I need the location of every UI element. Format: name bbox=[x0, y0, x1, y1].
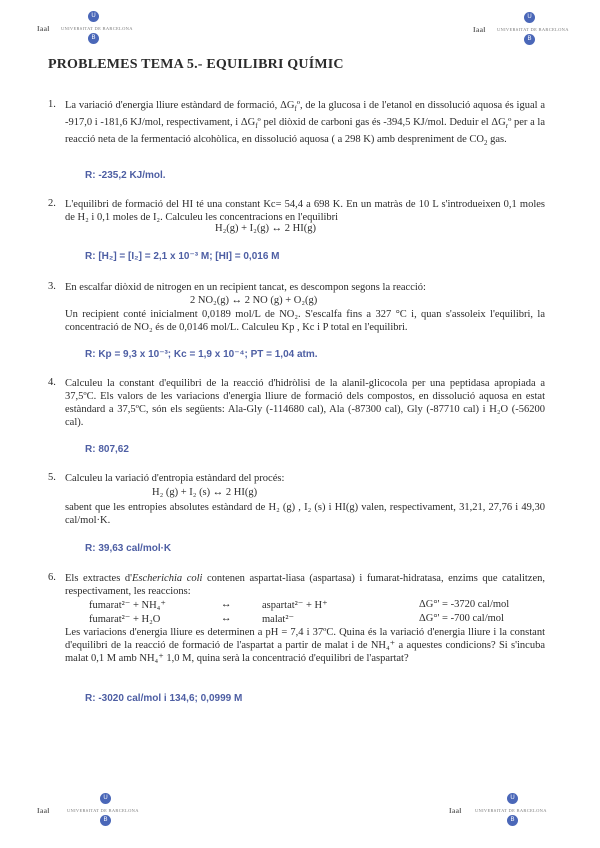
reaction-row bbox=[89, 613, 160, 625]
problem-1-number: 1. bbox=[48, 99, 56, 110]
reaction-rhs: malat²⁻ bbox=[262, 614, 295, 625]
reaction-lhs: fumarat²⁻ + H₂O bbox=[89, 614, 161, 625]
logo-mark: Iaal bbox=[37, 807, 50, 815]
problem-5-number: 5. bbox=[48, 472, 56, 483]
logo-mark: Iaal bbox=[473, 26, 486, 34]
page-title: PROBLEMES TEMA 5.- EQUILIBRI QUÍMIC bbox=[48, 57, 344, 72]
problem-6-answer: R: -3020 cal/mol i 134,6; 0,0999 M bbox=[85, 693, 243, 704]
problem-2-answer: R: [H₂] = [I₂] = 2,1 x 10⁻³ M; [HI] = 0,016 M bbox=[85, 251, 280, 262]
reaction-row bbox=[89, 599, 166, 611]
problem-6-text-rest: Les variacions d'energia lliure es determinen a pH = 7,4 i 37ºC. Quina és la variació d'energia lliure i la constant d'equilibri de la reacció de formació de l'aspartat a partir de malat i de NH₄⁺ a aquestes condicions? Si s'incuba malat 0,1 M amb NH₄⁺ 1,0 M, quina serà la concentració d'equilibri de l'aspartat? bbox=[65, 627, 545, 664]
problem-6-number: 6. bbox=[48, 572, 56, 583]
logo-circle-lower-icon: B bbox=[524, 34, 535, 45]
problem-2-text: L'equilibri de formació del HI té una constant Kc= 54,4 a 698 K. En un matràs de 10 L s'introdueixen 0,1 moles de H₂ i 0,1 moles de I₂. Calculeu les concentracions en l'equilibri bbox=[65, 199, 545, 223]
problem-3-answer: R: Kp = 9,3 x 10⁻³; Kc = 1,9 x 10⁻⁴; PT = 1,04 atm. bbox=[85, 349, 318, 360]
problem-3-text-rest: Un recipient conté inicialment 0,0189 mol/L de NO₂. S'escalfa fins a 327 °C i, quan s'assoleix l'equilibri, la concentració de NO₂ és de 0,0146 mol/L. Calculeu Kp , Kc i P total en l'equilibri. bbox=[65, 309, 545, 333]
reaction-delta-g: ΔG°' = -3720 cal/mol bbox=[419, 599, 510, 610]
university-logo-top-right bbox=[473, 12, 573, 46]
problem-5-equation: H₂ (g) + I₂ (s) ↔ 2 HI(g) bbox=[152, 487, 258, 498]
problem-3-text: En escalfar diòxid de nitrogen en un recipient tancat, es descompon segons la reacció: bbox=[65, 282, 426, 293]
problem-2-number: 2. bbox=[48, 198, 56, 209]
reaction-lhs: fumarat²⁻ + NH₄⁺ bbox=[89, 600, 166, 611]
problem-2-equation: H₂(g) + I₂(g) ↔ 2 HI(g) bbox=[215, 223, 317, 234]
university-logo-top-left bbox=[37, 11, 137, 45]
problem-5-text: Calculeu la variació d'entropia estàndard del procés: bbox=[65, 473, 285, 484]
logo-circle-upper-icon: U bbox=[88, 11, 99, 22]
reaction-arrow: ↔ bbox=[221, 613, 232, 624]
problem-6-text: Els extractes d'Escherichia coli contenen aspartat-liasa (aspartasa) i fumarat-hidratasa, enzims que catalitzen, respectivament, les reaccions: bbox=[65, 573, 545, 597]
problem-3-equation: 2 NO₂(g) ↔ 2 NO (g) + O₂(g) bbox=[190, 295, 318, 306]
problem-5-text-rest: sabent que les entropies absolutes estàndard de H₂ (g) , I₂ (s) i HI(g) valen, respectivament, 31,21, 27,76 i 49,30 cal/mol·K. bbox=[65, 502, 545, 526]
logo-circle-lower-icon: B bbox=[507, 815, 518, 826]
logo-mark: Iaal bbox=[37, 25, 50, 33]
problem-5-answer: R: 39,63 cal/mol·K bbox=[85, 543, 172, 554]
logo-circle-upper-icon: U bbox=[507, 793, 518, 804]
problem-1-answer: R: -235,2 KJ/mol. bbox=[85, 170, 166, 181]
reaction-arrow: ↔ bbox=[221, 599, 232, 610]
logo-caption: UNIVERSITAT DE BARCELONA bbox=[475, 808, 547, 813]
logo-circle-lower-icon: B bbox=[88, 33, 99, 44]
reaction-delta-g: ΔG°' = -700 cal/mol bbox=[419, 613, 504, 624]
logo-circle-upper-icon: U bbox=[524, 12, 535, 23]
university-logo-bottom-right bbox=[449, 793, 559, 827]
problem-4-text: Calculeu la constant d'equilibri de la reacció d'hidròlisi de la alanil-glicocola per una peptidasa apropiada a 37,5ºC. Els valors de les variacions d'energia lliure de formació dels compostos, en dissolució aquosa en estat estàndard a 37,5ºC, són els següents: Ala-Gly (-114680 cal), Ala (-87300 cal), Gly (-87710 cal) i H₂O (-56200 cal). bbox=[65, 378, 545, 428]
logo-circle-lower-icon: B bbox=[100, 815, 111, 826]
university-logo-bottom-left bbox=[37, 793, 137, 827]
problem-4-number: 4. bbox=[48, 377, 56, 388]
problem-4-answer: R: 807,62 bbox=[85, 444, 129, 455]
logo-circle-upper-icon: U bbox=[100, 793, 111, 804]
reaction-rhs: aspartat²⁻ + H⁺ bbox=[262, 600, 328, 611]
problem-3-number: 3. bbox=[48, 281, 56, 292]
logo-caption: UNIVERSITAT DE BARCELONA bbox=[67, 808, 139, 813]
problem-1-text: La variació d'energia lliure estàndard de formació, $\Delta G_fº$, de la glucosa i de l'etanol en dissolució aquosa és igual a -917,0 i -181,6 KJ/mol, respectivament, i $\Delta G_fº$ pel diòxid de carboni gas és -394,5 KJ/mol. Deduir el $\Delta G_rº$ per a la reacció neta de la fermentació alcohòlica, en dissolució aquosa ( a 298 K) amb despreniment de $CO_2$ gas. bbox=[65, 100, 545, 148]
logo-caption: UNIVERSITAT DE BARCELONA bbox=[497, 27, 569, 32]
logo-mark: Iaal bbox=[449, 807, 462, 815]
logo-caption: UNIVERSITAT DE BARCELONA bbox=[61, 26, 133, 31]
